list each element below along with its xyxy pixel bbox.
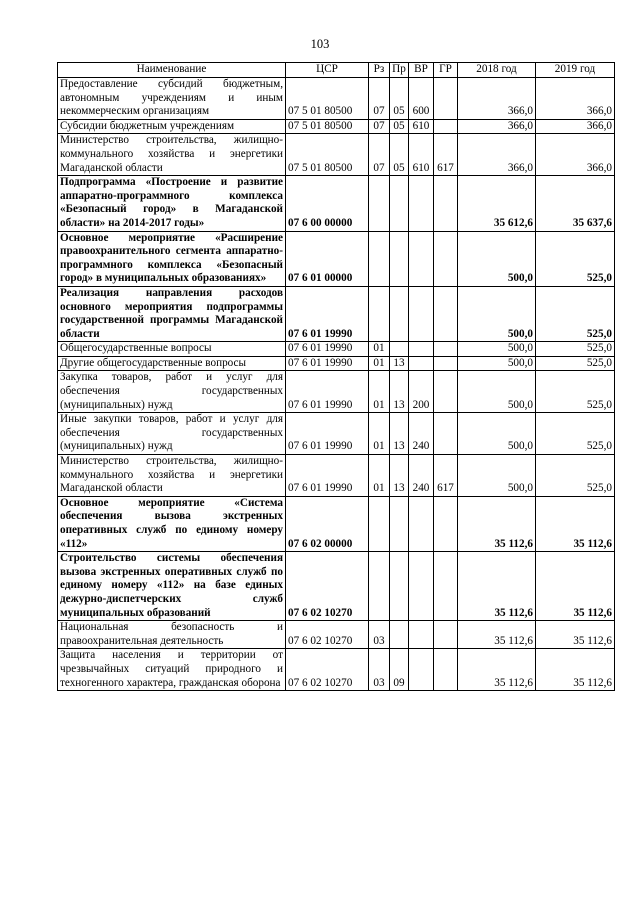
row-csr: 07 6 02 00000 [286, 496, 369, 551]
page-number: 103 [310, 37, 330, 51]
row-vr [409, 621, 434, 649]
row-2019-value: 525,0 [536, 413, 615, 455]
row-name: Министерство строительства, жилищно-коммунального хозяйства и энергетики Магаданской области [58, 455, 286, 497]
table-row [58, 496, 615, 551]
table-row [58, 413, 615, 455]
row-csr: 07 6 02 10270 [286, 552, 369, 621]
row-pr [390, 176, 409, 231]
row-vr [409, 552, 434, 621]
row-2018-value: 35 612,6 [458, 176, 536, 231]
row-pr: 13 [390, 371, 409, 413]
row-vr: 610 [409, 119, 434, 134]
row-pr [390, 621, 409, 649]
row-2018-value: 500,0 [458, 286, 536, 341]
row-rz: 01 [369, 413, 390, 455]
row-2018-value: 500,0 [458, 371, 536, 413]
row-rz [369, 231, 390, 286]
row-2018-value: 35 112,6 [458, 621, 536, 649]
header-gr: ГР [434, 63, 458, 78]
row-name: Защита населения и территории от чрезвычайных ситуаций природного и техногенного характера, гражданская оборона [58, 649, 286, 691]
row-2018-value: 35 112,6 [458, 649, 536, 691]
table-row [58, 552, 615, 621]
row-csr: 07 6 01 19990 [286, 356, 369, 371]
row-vr [409, 496, 434, 551]
row-rz: 07 [369, 134, 390, 176]
row-vr [409, 342, 434, 357]
row-vr [409, 231, 434, 286]
row-vr [409, 176, 434, 231]
row-2018-value: 366,0 [458, 134, 536, 176]
header-pr: Пр [390, 63, 409, 78]
row-csr: 07 6 00 00000 [286, 176, 369, 231]
row-2018-value: 500,0 [458, 356, 536, 371]
row-2019-value: 525,0 [536, 342, 615, 357]
row-csr: 07 5 01 80500 [286, 78, 369, 120]
row-2019-value: 366,0 [536, 78, 615, 120]
row-2019-value: 35 112,6 [536, 496, 615, 551]
row-name: Основное мероприятие «Расширение правоохранительного сегмента аппаратно-программного комплекса «Безопасный город» в муниципальных образованиях» [58, 231, 286, 286]
row-2018-value: 500,0 [458, 455, 536, 497]
row-2019-value: 35 637,6 [536, 176, 615, 231]
row-rz: 03 [369, 649, 390, 691]
row-rz [369, 286, 390, 341]
row-pr: 05 [390, 134, 409, 176]
row-2019-value: 366,0 [536, 119, 615, 134]
row-pr: 13 [390, 455, 409, 497]
row-csr: 07 5 01 80500 [286, 134, 369, 176]
row-vr: 600 [409, 78, 434, 120]
row-pr: 13 [390, 356, 409, 371]
row-vr: 240 [409, 413, 434, 455]
row-2018-value: 366,0 [458, 119, 536, 134]
row-rz: 01 [369, 356, 390, 371]
row-pr: 05 [390, 119, 409, 134]
table-row [58, 356, 615, 371]
row-name: Строительство системы обеспечения вызова экстренных оперативных служб по единому номеру «112» на базе единых дежурно-диспетчерских служб муниципальных образований [58, 552, 286, 621]
row-gr [434, 356, 458, 371]
row-csr: 07 6 01 19990 [286, 342, 369, 357]
row-rz [369, 552, 390, 621]
row-pr [390, 552, 409, 621]
header-vr: ВР [409, 63, 434, 78]
row-csr: 07 6 01 19990 [286, 371, 369, 413]
table-row [58, 621, 615, 649]
row-vr: 200 [409, 371, 434, 413]
row-csr: 07 6 01 19990 [286, 286, 369, 341]
row-name: Закупка товаров, работ и услуг для обеспечения государственных (муниципальных) нужд [58, 371, 286, 413]
row-pr: 05 [390, 78, 409, 120]
table-row [58, 455, 615, 497]
row-2019-value: 525,0 [536, 356, 615, 371]
row-2018-value: 366,0 [458, 78, 536, 120]
budget-table [57, 62, 615, 691]
row-csr: 07 6 01 19990 [286, 455, 369, 497]
row-gr [434, 552, 458, 621]
row-2019-value: 366,0 [536, 134, 615, 176]
table-row [58, 78, 615, 120]
row-vr: 240 [409, 455, 434, 497]
row-name: Другие общегосударственные вопросы [58, 356, 286, 371]
row-2018-value: 35 112,6 [458, 552, 536, 621]
row-rz [369, 176, 390, 231]
row-name: Национальная безопасность и правоохранительная деятельность [58, 621, 286, 649]
row-2019-value: 525,0 [536, 371, 615, 413]
row-pr [390, 342, 409, 357]
row-vr [409, 649, 434, 691]
row-pr: 09 [390, 649, 409, 691]
row-pr [390, 496, 409, 551]
row-2019-value: 525,0 [536, 286, 615, 341]
row-rz: 01 [369, 342, 390, 357]
row-gr [434, 176, 458, 231]
row-rz: 03 [369, 621, 390, 649]
row-2019-value: 35 112,6 [536, 552, 615, 621]
row-vr [409, 286, 434, 341]
row-vr [409, 356, 434, 371]
row-2019-value: 35 112,6 [536, 649, 615, 691]
header-2018: 2018 год [458, 63, 536, 78]
row-pr: 13 [390, 413, 409, 455]
row-gr [434, 286, 458, 341]
row-name: Подпрограмма «Построение и развитие аппаратно-программного комплекса «Безопасный город» в Магаданской области» на 2014-2017 годы» [58, 176, 286, 231]
row-gr [434, 119, 458, 134]
row-2019-value: 35 112,6 [536, 621, 615, 649]
row-2019-value: 525,0 [536, 231, 615, 286]
row-gr [434, 231, 458, 286]
row-csr: 07 5 01 80500 [286, 119, 369, 134]
row-csr: 07 6 02 10270 [286, 621, 369, 649]
row-gr [434, 371, 458, 413]
header-rz: Рз [369, 63, 390, 78]
row-gr [434, 342, 458, 357]
row-gr [434, 413, 458, 455]
row-rz: 07 [369, 78, 390, 120]
row-csr: 07 6 01 19990 [286, 413, 369, 455]
row-gr [434, 496, 458, 551]
row-2019-value: 525,0 [536, 455, 615, 497]
row-gr: 617 [434, 455, 458, 497]
row-vr: 610 [409, 134, 434, 176]
table-body [58, 78, 615, 691]
row-csr: 07 6 02 10270 [286, 649, 369, 691]
row-gr: 617 [434, 134, 458, 176]
row-name: Министерство строительства, жилищно-коммунального хозяйства и энергетики Магаданской области [58, 134, 286, 176]
row-2018-value: 500,0 [458, 413, 536, 455]
row-csr: 07 6 01 00000 [286, 231, 369, 286]
row-pr [390, 286, 409, 341]
table-row [58, 649, 615, 691]
row-gr [434, 649, 458, 691]
table-row [58, 231, 615, 286]
table-row [58, 134, 615, 176]
table-row [58, 176, 615, 231]
row-gr [434, 78, 458, 120]
row-rz: 01 [369, 371, 390, 413]
row-gr [434, 621, 458, 649]
row-name: Иные закупки товаров, работ и услуг для обеспечения государственных (муниципальных) нужд [58, 413, 286, 455]
header-csr: ЦСР [286, 63, 369, 78]
row-name: Субсидии бюджетным учреждениям [58, 119, 286, 134]
table-row [58, 119, 615, 134]
table-row [58, 286, 615, 341]
row-rz: 07 [369, 119, 390, 134]
row-rz: 01 [369, 455, 390, 497]
row-rz [369, 496, 390, 551]
row-name: Общегосударственные вопросы [58, 342, 286, 357]
row-2018-value: 500,0 [458, 231, 536, 286]
row-pr [390, 231, 409, 286]
header-name: Наименование [58, 63, 286, 78]
row-name: Реализация направления расходов основного мероприятия подпрограммы государственной программы Магаданской области [58, 286, 286, 341]
table-row [58, 342, 615, 357]
header-2019: 2019 год [536, 63, 615, 78]
row-name: Предоставление субсидий бюджетным, автономным учреждениям и иным некоммерческим организациям [58, 78, 286, 120]
row-2018-value: 35 112,6 [458, 496, 536, 551]
row-2018-value: 500,0 [458, 342, 536, 357]
table-row [58, 371, 615, 413]
row-name: Основное мероприятие «Система обеспечения вызова экстренных оперативных служб по единому номеру «112» [58, 496, 286, 551]
table-header-row [58, 63, 615, 78]
